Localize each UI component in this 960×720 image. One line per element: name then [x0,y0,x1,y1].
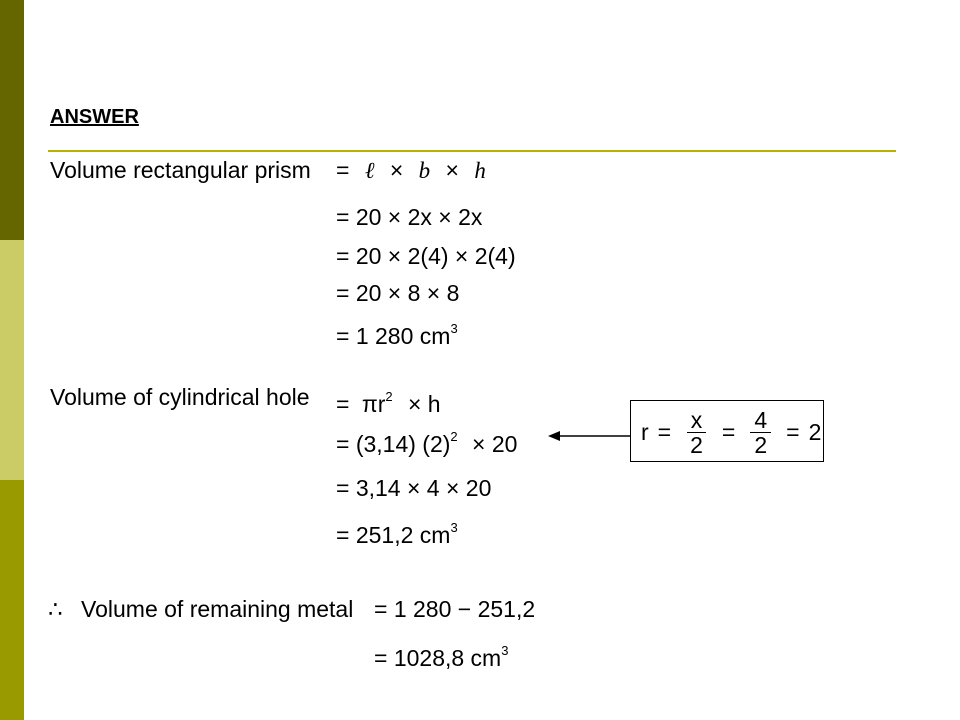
radius-box [630,400,824,462]
times-height: × h [407,391,441,417]
fraction-denominator: 2 [754,431,768,458]
cylinder-step-2: = 3,14 × 4 × 20 [336,475,492,501]
remaining-result-line [374,637,508,672]
times-sign: × [445,157,459,183]
cylinder-label-text: Volume of cylindrical hole [50,384,310,410]
square-exponent: 2 [450,429,458,444]
equals-sign: = [786,418,800,445]
equals-sign: = [721,418,736,445]
therefore-symbol: ∴ [48,596,63,622]
height-symbol: h [474,158,486,183]
cylinder-result: = 251,2 cm [336,522,451,548]
remaining-label-text: Volume of remaining metal [81,596,354,622]
prism-step-2: = 20 × 2(4) × 2(4) [336,243,516,269]
radius-symbol: r [641,418,649,445]
prism-result: = 1 280 cm [336,323,451,349]
fraction-x-over-2 [686,408,707,457]
fraction-denominator: 2 [690,431,703,458]
equals-sign: = [657,418,672,445]
prism-label-text: Volume rectangular prism [50,157,311,183]
fraction-numerator: x [687,408,707,433]
arrow-head [548,431,560,441]
slide-heading: ANSWER [50,106,139,128]
radius-equation [641,401,821,463]
remaining-label [48,595,353,623]
cubic-exponent: 3 [450,321,458,336]
equals-sign: = [336,391,350,417]
times-sign: × [389,157,404,183]
length-symbol: ℓ [364,158,375,183]
cubic-exponent: 3 [450,520,458,535]
square-exponent: 2 [385,389,393,404]
breadth-symbol: b [418,158,431,183]
prism-step-1: = 20 × 2x × 2x [336,204,483,230]
cubic-exponent: 3 [501,643,509,658]
remaining-result: = 1028,8 cm [374,645,502,671]
cylinder-step-1-a: = (3,14) (2) [336,431,451,457]
cylinder-step-1-b: × 20 [472,431,518,457]
radius-result: 2 [808,418,822,445]
fraction-4-over-2 [750,408,771,457]
equals-sign: = [336,157,350,183]
pi-r-symbol: πr [361,391,386,417]
prism-step-3: = 20 × 8 × 8 [336,280,460,306]
remaining-expression: = 1 280 − 251,2 [374,596,536,622]
fraction-numerator: 4 [750,408,771,433]
